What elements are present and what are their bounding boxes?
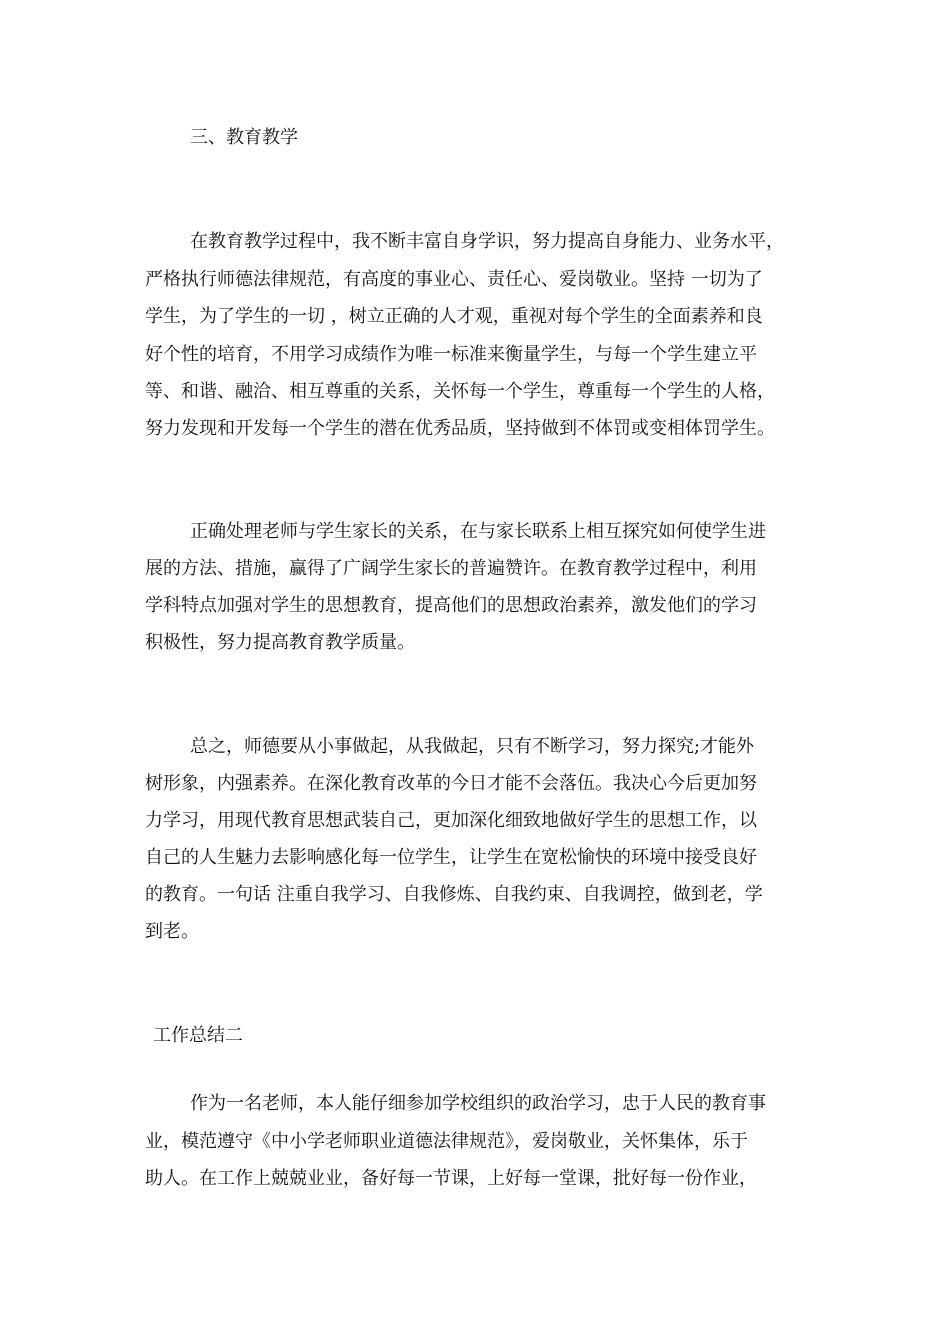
paragraph-4-line-1: 作为一名老师，本人能仔细参加学校组织的政治学习，忠于人民的教育事 (190, 1093, 766, 1114)
paragraph-2-line-3: 学科特点加强对学生的思想教育，提高他们的思想政治素养，激发他们的学习 (145, 595, 757, 616)
section-2-heading: 工作总结二 (153, 1025, 243, 1046)
paragraph-2-line-2: 展的方法、措施，赢得了广阔学生家长的普遍赞许。在教育教学过程中，利用 (145, 558, 757, 579)
paragraph-4-line-3: 助人。在工作上兢兢业业，备好每一节课，上好每一堂课，批好每一份作业， (145, 1168, 757, 1189)
paragraph-1-line-1: 在教育教学过程中，我不断丰富自身学识，努力提高自身能力、业务水平， (190, 231, 784, 252)
paragraph-3-line-3: 力学习，用现代教育思想武装自己，更加深化细致地做好学生的思想工作，以 (145, 810, 757, 831)
paragraph-1-line-4: 好个性的培育，不用学习成绩作为唯一标准来衡量学生，与每一个学生建立平 (145, 344, 757, 365)
section-heading: 三、教育教学 (190, 127, 298, 148)
paragraph-2-line-4: 积极性，努力提高教育教学质量。 (145, 632, 415, 653)
paragraph-3-line-2: 树形象，内强素养。在深化教育改革的今日才能不会落伍。我决心今后更加努 (145, 773, 757, 794)
paragraph-4-line-2: 业，模范遵守《中小学老师职业道德法律规范》，爱岗敬业，关怀集体，乐于 (145, 1131, 748, 1152)
paragraph-1-line-2: 严格执行师德法律规范，有高度的事业心、责任心、爱岗敬业。坚持 一切为了 (145, 269, 763, 290)
paragraph-3-line-6: 到老。 (145, 921, 199, 942)
paragraph-2-line-1: 正确处理老师与学生家长的关系，在与家长联系上相互探究如何使学生进 (190, 521, 766, 542)
paragraph-3-line-1: 总之，师德要从小事做起，从我做起，只有不断学习，努力探究;才能外 (190, 736, 755, 757)
paragraph-1-line-6: 努力发现和开发每一个学生的潜在优秀品质，坚持做到不体罚或变相体罚学生。 (145, 418, 775, 439)
paragraph-1-line-5: 等、和谐、融洽、相互尊重的关系，关怀每一个学生，尊重每一个学生的人格， (145, 381, 775, 402)
paragraph-3-line-5: 的教育。一句话 注重自我学习、自我修炼、自我约束、自我调控，做到老，学 (145, 884, 763, 905)
paragraph-1-line-3: 学生，为了学生的一切 ，树立正确的人才观，重视对每个学生的全面素养和良 (145, 306, 763, 327)
paragraph-3-line-4: 自己的人生魅力去影响感化每一位学生，让学生在宽松愉快的环境中接受良好 (145, 847, 757, 868)
